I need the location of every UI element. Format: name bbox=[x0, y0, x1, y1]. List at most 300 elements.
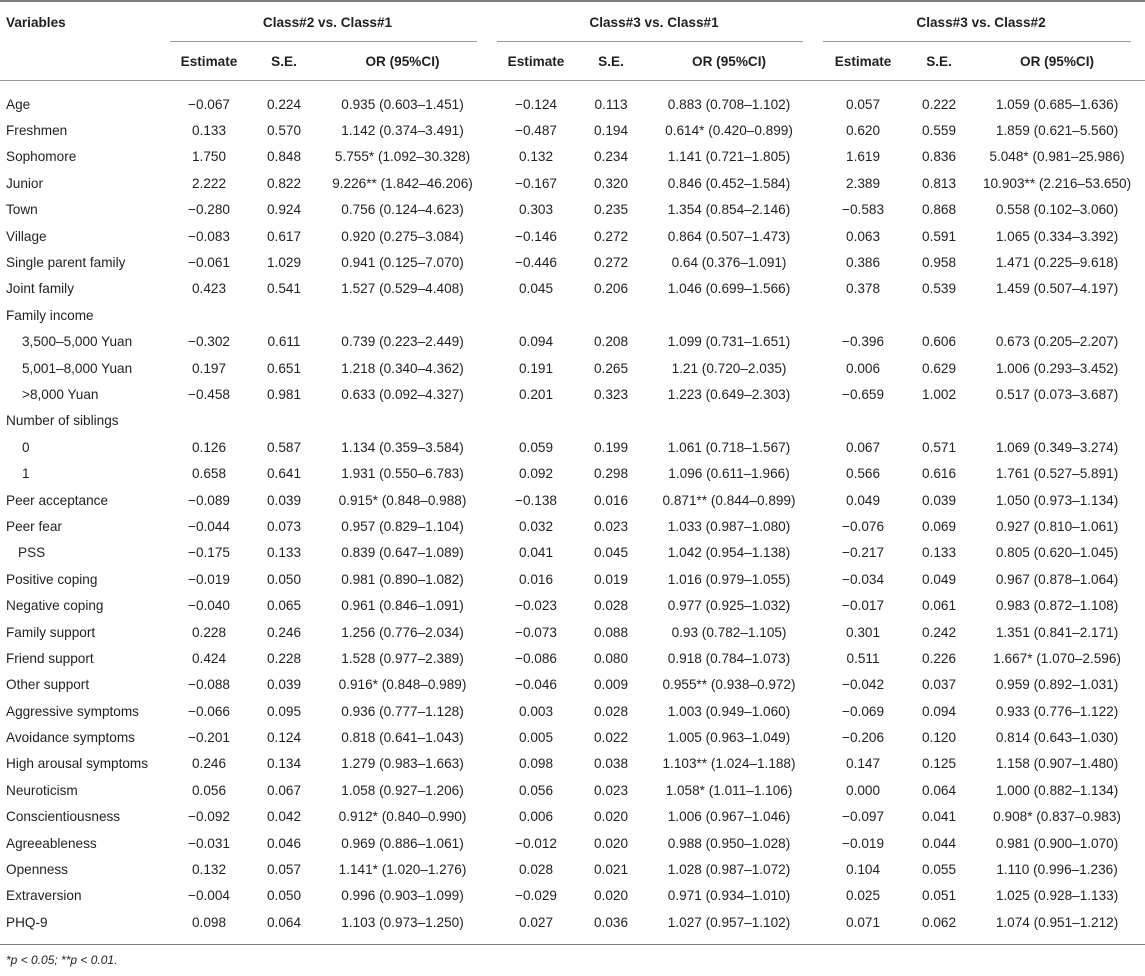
cell-or-ci: 0.846 (0.452–1.584) bbox=[667, 175, 791, 191]
header-group-2v1 bbox=[164, 1, 491, 42]
header-se: S.E. bbox=[581, 42, 641, 81]
cell-estimate: −0.097 bbox=[842, 809, 885, 825]
cell-se: 0.868 bbox=[922, 202, 957, 218]
cell-estimate: −0.029 bbox=[515, 888, 557, 904]
cell-or-ci bbox=[641, 302, 817, 328]
table-row bbox=[0, 408, 1145, 434]
cell-estimate: −0.042 bbox=[842, 677, 885, 693]
table-footnote: *p < 0.05; **p < 0.01. bbox=[6, 953, 118, 967]
cell-or-ci: 0.969 (0.886–1.061) bbox=[341, 835, 464, 851]
cell-estimate: 0.003 bbox=[519, 703, 554, 719]
table-row bbox=[0, 777, 1145, 803]
cell-or-ci: 0.996 (0.903–1.099) bbox=[341, 888, 464, 904]
header-or-ci: OR (95%CI) bbox=[314, 42, 491, 81]
cell-or-ci: 0.933 (0.776–1.122) bbox=[995, 703, 1119, 719]
cell-or-ci: 0.633 (0.092–4.327) bbox=[341, 386, 464, 402]
cell-or-ci: 0.935 (0.603–1.451) bbox=[341, 96, 464, 112]
cell-estimate: 1.619 bbox=[846, 149, 881, 165]
cell-se: 0.028 bbox=[594, 598, 629, 614]
table-row bbox=[0, 276, 1145, 302]
cell-estimate: 0.228 bbox=[191, 624, 227, 640]
cell-or-ci: 0.967 (0.878–1.064) bbox=[995, 571, 1119, 587]
cell-se: 0.064 bbox=[266, 914, 302, 930]
cell-se: 0.124 bbox=[266, 730, 302, 746]
cell-se: 0.570 bbox=[266, 123, 302, 139]
variable-name: Other support bbox=[6, 677, 90, 693]
cell-estimate: 0.005 bbox=[519, 730, 554, 746]
cell-estimate: −0.302 bbox=[188, 334, 230, 350]
cell-estimate: −0.031 bbox=[188, 835, 230, 851]
cell-se: 0.246 bbox=[266, 624, 302, 640]
cell-se: 0.020 bbox=[594, 835, 629, 851]
cell-se: 0.046 bbox=[266, 835, 302, 851]
cell-estimate: 0.147 bbox=[846, 756, 881, 772]
cell-or-ci: 1.061 (0.718–1.567) bbox=[667, 439, 791, 455]
cell-estimate: −0.023 bbox=[515, 598, 557, 614]
cell-or-ci: 1.110 (0.996–1.236) bbox=[996, 862, 1118, 878]
cell-or-ci: 1.354 (0.854–2.146) bbox=[667, 202, 791, 218]
cell-or-ci: 1.527 (0.529–4.408) bbox=[341, 281, 464, 297]
cell-se: 0.125 bbox=[922, 756, 957, 772]
cell-or-ci: 1.065 (0.334–3.392) bbox=[995, 228, 1119, 244]
cell-se: 0.822 bbox=[266, 175, 302, 191]
cell-se bbox=[909, 408, 969, 434]
cell-se: 0.023 bbox=[594, 782, 629, 798]
cell-estimate: 0.045 bbox=[519, 281, 554, 297]
cell-se bbox=[909, 302, 969, 328]
cell-or-ci: 1.028 (0.987–1.072) bbox=[667, 862, 791, 878]
header-estimate: Estimate bbox=[817, 42, 909, 81]
cell-estimate: 0.620 bbox=[846, 123, 881, 139]
cell-estimate: −0.280 bbox=[188, 202, 230, 218]
table-row bbox=[0, 249, 1145, 275]
cell-or-ci: 1.142 (0.374–3.491) bbox=[341, 123, 464, 139]
cell-se: 0.088 bbox=[594, 624, 629, 640]
cell-se bbox=[581, 302, 641, 328]
table-row bbox=[0, 223, 1145, 249]
spacer-cell bbox=[0, 81, 1145, 92]
table-row bbox=[0, 329, 1145, 355]
cell-estimate: −0.138 bbox=[515, 492, 557, 508]
table-row bbox=[0, 513, 1145, 539]
cell-estimate: 0.063 bbox=[846, 228, 881, 244]
cell-se: 0.611 bbox=[267, 334, 301, 350]
cell-se: 0.813 bbox=[922, 175, 957, 191]
cell-or-ci: 0.918 (0.784–1.073) bbox=[667, 650, 791, 666]
variable-name: Family income bbox=[6, 307, 94, 323]
cell-se: 0.038 bbox=[594, 756, 629, 772]
cell-estimate: −0.217 bbox=[842, 545, 885, 561]
table-row bbox=[0, 804, 1145, 830]
table-row bbox=[0, 566, 1145, 592]
cell-or-ci: 0.957 (0.829–1.104) bbox=[341, 518, 464, 534]
cell-or-ci bbox=[969, 302, 1145, 328]
cell-se: 0.651 bbox=[266, 360, 302, 376]
variable-name: Conscientiousness bbox=[6, 809, 121, 825]
cell-se: 0.044 bbox=[922, 835, 957, 851]
cell-se: 0.020 bbox=[594, 809, 629, 825]
variable-name: Extraversion bbox=[6, 888, 82, 904]
cell-se: 0.194 bbox=[594, 123, 629, 139]
cell-or-ci: 5.048* (0.981–25.986) bbox=[989, 149, 1125, 165]
cell-or-ci: 0.883 (0.708–1.102) bbox=[667, 96, 791, 112]
cell-estimate: 0.386 bbox=[846, 255, 881, 271]
cell-se: 0.272 bbox=[594, 228, 629, 244]
cell-se: 0.061 bbox=[922, 598, 957, 614]
cell-se: 0.848 bbox=[266, 149, 302, 165]
table-row bbox=[0, 302, 1145, 328]
cell-or-ci: 1.859 (0.621–5.560) bbox=[995, 123, 1119, 139]
header-estimate: Estimate bbox=[491, 42, 581, 81]
cell-estimate: −0.061 bbox=[188, 255, 230, 271]
variable-name: Village bbox=[6, 228, 47, 244]
variable-name: Openness bbox=[6, 862, 68, 878]
cell-se: 1.002 bbox=[922, 386, 957, 402]
table-row bbox=[0, 487, 1145, 513]
header-group-label: Class#2 vs. Class#1 bbox=[262, 14, 393, 30]
cell-estimate: 0.049 bbox=[846, 492, 881, 508]
spacer-row bbox=[0, 936, 1145, 945]
cell-or-ci: 0.971 (0.934–1.010) bbox=[667, 888, 791, 904]
cell-estimate: 0.511 bbox=[846, 650, 880, 666]
cell-se: 0.617 bbox=[266, 228, 302, 244]
cell-estimate: −0.066 bbox=[188, 703, 230, 719]
table-row bbox=[0, 117, 1145, 143]
cell-estimate: −0.004 bbox=[188, 888, 230, 904]
cell-estimate: 0.133 bbox=[191, 123, 227, 139]
cell-estimate: 2.389 bbox=[846, 175, 881, 191]
header-or-ci: OR (95%CI) bbox=[641, 42, 817, 81]
variable-name: Freshmen bbox=[6, 123, 68, 139]
cell-or-ci: 1.223 (0.649–2.303) bbox=[667, 386, 791, 402]
table-row bbox=[0, 909, 1145, 935]
cell-or-ci bbox=[314, 302, 491, 328]
cell-or-ci: 0.927 (0.810–1.061) bbox=[995, 518, 1119, 534]
cell-se: 0.235 bbox=[594, 202, 629, 218]
table-row bbox=[0, 672, 1145, 698]
table-row bbox=[0, 540, 1145, 566]
table-row bbox=[0, 724, 1145, 750]
cell-estimate: 0.126 bbox=[191, 439, 227, 455]
cell-se: 0.028 bbox=[594, 703, 629, 719]
cell-estimate: 0.566 bbox=[846, 466, 881, 482]
cell-se: 0.019 bbox=[594, 571, 629, 587]
table-row bbox=[0, 592, 1145, 618]
cell-estimate: 0.092 bbox=[519, 466, 554, 482]
table-row bbox=[0, 91, 1145, 117]
cell-or-ci: 0.981 (0.890–1.082) bbox=[341, 571, 464, 587]
header-row-subcolumns bbox=[0, 42, 1145, 81]
cell-se: 0.629 bbox=[922, 360, 957, 376]
cell-or-ci: 1.096 (0.611–1.966) bbox=[668, 466, 790, 482]
cell-or-ci: 5.755* (1.092–30.328) bbox=[334, 149, 471, 165]
cell-se: 0.559 bbox=[922, 123, 957, 139]
header-variables: Variables bbox=[0, 1, 164, 42]
cell-or-ci: 1.141* (1.020–1.276) bbox=[338, 862, 467, 878]
variable-name: Friend support bbox=[6, 650, 94, 666]
cell-or-ci: 0.955** (0.938–0.972) bbox=[662, 677, 796, 693]
cell-se: 0.591 bbox=[922, 228, 957, 244]
cell-se: 0.320 bbox=[594, 175, 629, 191]
cell-estimate: 0.098 bbox=[519, 756, 554, 772]
cell-estimate: −0.089 bbox=[188, 492, 230, 508]
variable-name: Agreeableness bbox=[6, 835, 97, 851]
cell-se: 0.064 bbox=[922, 782, 957, 798]
cell-or-ci: 1.471 (0.225–9.618) bbox=[995, 255, 1119, 271]
cell-estimate bbox=[817, 302, 909, 328]
cell-se: 0.641 bbox=[266, 466, 302, 482]
cell-estimate: 0.056 bbox=[519, 782, 554, 798]
cell-estimate: −0.083 bbox=[188, 228, 230, 244]
cell-or-ci: 0.673 (0.205–2.207) bbox=[995, 334, 1119, 350]
cell-se: 0.095 bbox=[266, 703, 302, 719]
cell-se: 0.039 bbox=[922, 492, 957, 508]
cell-estimate: −0.086 bbox=[515, 650, 557, 666]
cell-se: 0.050 bbox=[266, 571, 302, 587]
cell-or-ci: 1.761 (0.527–5.891) bbox=[995, 466, 1119, 482]
cell-or-ci: 10.903** (2.216–53.650) bbox=[982, 175, 1132, 191]
cell-estimate: 0.104 bbox=[846, 862, 881, 878]
cell-se: 0.208 bbox=[594, 334, 629, 350]
cell-estimate bbox=[491, 408, 581, 434]
cell-se: 0.222 bbox=[922, 96, 957, 112]
variable-name: 5,001–8,000 Yuan bbox=[22, 360, 133, 376]
cell-se: 0.134 bbox=[266, 756, 302, 772]
cell-estimate: 1.750 bbox=[191, 149, 227, 165]
cell-estimate bbox=[164, 302, 254, 328]
cell-se: 0.055 bbox=[922, 862, 957, 878]
cell-estimate bbox=[491, 302, 581, 328]
cell-or-ci: 0.977 (0.925–1.032) bbox=[667, 598, 791, 614]
cell-se: 0.242 bbox=[922, 624, 957, 640]
cell-estimate: −0.396 bbox=[842, 334, 885, 350]
cell-se: 0.228 bbox=[266, 650, 302, 666]
table-row bbox=[0, 197, 1145, 223]
header-group-label: Class#3 vs. Class#1 bbox=[589, 14, 719, 30]
cell-or-ci: 0.864 (0.507–1.473) bbox=[667, 228, 791, 244]
cell-se: 0.133 bbox=[266, 545, 302, 561]
cell-estimate: −0.019 bbox=[842, 835, 885, 851]
cell-or-ci: 0.871** (0.844–0.899) bbox=[662, 492, 796, 508]
cell-estimate: −0.034 bbox=[842, 571, 885, 587]
cell-se: 0.057 bbox=[266, 862, 302, 878]
cell-or-ci bbox=[969, 408, 1145, 434]
variable-name: PSS bbox=[18, 545, 46, 561]
cell-estimate: 0.006 bbox=[519, 809, 554, 825]
table-row bbox=[0, 170, 1145, 196]
cell-estimate: −0.458 bbox=[188, 386, 230, 402]
cell-estimate: 0.059 bbox=[519, 439, 554, 455]
cell-estimate: 0.071 bbox=[846, 914, 881, 930]
cell-estimate: −0.146 bbox=[515, 228, 557, 244]
cell-or-ci: 9.226** (1.842–46.206) bbox=[332, 175, 473, 191]
cell-estimate: −0.069 bbox=[842, 703, 885, 719]
cell-estimate: 0.041 bbox=[519, 545, 554, 561]
cell-se: 0.022 bbox=[594, 730, 629, 746]
header-group-3v2 bbox=[817, 1, 1145, 42]
cell-or-ci: 0.916* (0.848–0.989) bbox=[338, 677, 467, 693]
cell-or-ci: 0.920 (0.275–3.084) bbox=[341, 228, 464, 244]
cell-estimate: 0.098 bbox=[191, 914, 227, 930]
cell-se bbox=[254, 302, 314, 328]
cell-or-ci: 1.003 (0.949–1.060) bbox=[667, 703, 791, 719]
variable-name: Junior bbox=[6, 175, 44, 191]
variable-name: Sophomore bbox=[6, 149, 77, 165]
cell-se bbox=[254, 408, 314, 434]
table-row bbox=[0, 355, 1145, 381]
cell-estimate bbox=[164, 408, 254, 434]
cell-or-ci bbox=[641, 408, 817, 434]
cell-se: 0.094 bbox=[922, 703, 957, 719]
table-row bbox=[0, 856, 1145, 882]
cell-se: 0.836 bbox=[922, 149, 957, 165]
cell-estimate: 0.201 bbox=[519, 386, 554, 402]
cell-estimate: 0.423 bbox=[191, 281, 227, 297]
cell-se: 0.039 bbox=[266, 492, 302, 508]
cell-se: 0.067 bbox=[266, 782, 302, 798]
header-or-ci: OR (95%CI) bbox=[969, 42, 1145, 81]
cell-estimate: −0.017 bbox=[842, 598, 885, 614]
cell-or-ci: 0.64 (0.376–1.091) bbox=[671, 255, 787, 271]
cell-se: 0.009 bbox=[594, 677, 629, 693]
variable-name: Joint family bbox=[6, 281, 74, 297]
variable-name: Aggressive symptoms bbox=[6, 703, 139, 719]
cell-se bbox=[581, 408, 641, 434]
cell-or-ci: 1.218 (0.340–4.362) bbox=[341, 360, 464, 376]
cell-or-ci: 0.739 (0.223–2.449) bbox=[341, 334, 464, 350]
cell-se: 0.616 bbox=[922, 466, 957, 482]
cell-se: 0.039 bbox=[266, 677, 302, 693]
cell-estimate: 0.056 bbox=[191, 782, 227, 798]
cell-estimate: 0.028 bbox=[519, 862, 554, 878]
cell-or-ci: 0.818 (0.641–1.043) bbox=[341, 730, 464, 746]
cell-or-ci: 1.000 (0.882–1.134) bbox=[995, 782, 1119, 798]
variable-name: Positive coping bbox=[6, 571, 98, 587]
cell-or-ci: 1.059 (0.685–1.636) bbox=[995, 96, 1119, 112]
variable-name: Number of siblings bbox=[6, 413, 119, 429]
cell-se: 0.226 bbox=[922, 650, 957, 666]
cell-se: 0.224 bbox=[266, 96, 302, 112]
variable-name: Town bbox=[6, 202, 38, 218]
cell-estimate: −0.124 bbox=[515, 96, 557, 112]
cell-estimate: −0.201 bbox=[188, 730, 230, 746]
cell-or-ci: 1.21 (0.720–2.035) bbox=[671, 360, 787, 376]
cell-se: 0.206 bbox=[594, 281, 629, 297]
cell-se: 0.021 bbox=[594, 862, 629, 878]
cell-or-ci: 0.959 (0.892–1.031) bbox=[995, 677, 1119, 693]
table-body bbox=[0, 81, 1145, 945]
cell-or-ci: 0.988 (0.950–1.028) bbox=[667, 835, 791, 851]
cell-or-ci: 0.756 (0.124–4.623) bbox=[341, 202, 464, 218]
cell-or-ci: 0.805 (0.620–1.045) bbox=[995, 545, 1119, 561]
cell-se: 0.036 bbox=[594, 914, 629, 930]
cell-or-ci: 1.528 (0.977–2.389) bbox=[341, 650, 464, 666]
cell-or-ci: 1.027 (0.957–1.102) bbox=[667, 914, 791, 930]
cell-or-ci: 0.93 (0.782–1.105) bbox=[671, 624, 787, 640]
cell-estimate: −0.092 bbox=[188, 809, 230, 825]
cell-or-ci: 1.459 (0.507–4.197) bbox=[995, 281, 1119, 297]
variable-name: Peer acceptance bbox=[6, 492, 109, 508]
table-row bbox=[0, 830, 1145, 856]
variable-name: >8,000 Yuan bbox=[22, 386, 99, 402]
cell-se: 0.049 bbox=[922, 571, 957, 587]
variable-name: Neuroticism bbox=[6, 782, 78, 798]
cell-estimate: 0.067 bbox=[846, 439, 881, 455]
header-se: S.E. bbox=[254, 42, 314, 81]
cell-or-ci: 1.351 (0.841–2.171) bbox=[995, 624, 1119, 640]
cell-or-ci: 0.941 (0.125–7.070) bbox=[341, 255, 464, 271]
cell-se: 0.199 bbox=[594, 439, 629, 455]
cell-or-ci: 1.025 (0.928–1.133) bbox=[995, 888, 1119, 904]
cell-se: 0.051 bbox=[922, 888, 957, 904]
cell-or-ci: 0.517 (0.073–3.687) bbox=[995, 386, 1119, 402]
cell-se: 0.016 bbox=[594, 492, 629, 508]
variable-name: PHQ-9 bbox=[6, 914, 48, 930]
cell-or-ci: 1.016 (0.979–1.055) bbox=[667, 571, 791, 587]
cell-estimate: −0.446 bbox=[515, 255, 557, 271]
cell-se: 0.924 bbox=[266, 202, 302, 218]
cell-estimate: 0.006 bbox=[846, 360, 881, 376]
cell-estimate: −0.067 bbox=[188, 96, 230, 112]
cell-or-ci: 1.667* (1.070–2.596) bbox=[993, 650, 1121, 666]
cell-estimate: −0.088 bbox=[188, 677, 230, 693]
cell-or-ci: 1.033 (0.987–1.080) bbox=[667, 518, 791, 534]
cell-or-ci: 1.141 (0.721–1.805) bbox=[667, 149, 791, 165]
variable-name: 1 bbox=[22, 466, 30, 482]
cell-se: 0.298 bbox=[594, 466, 629, 482]
cell-estimate: 0.094 bbox=[519, 334, 554, 350]
cell-se: 0.539 bbox=[922, 281, 957, 297]
cell-se: 0.981 bbox=[266, 386, 302, 402]
header-group-label: Class#3 vs. Class#2 bbox=[916, 14, 1046, 30]
cell-se: 0.272 bbox=[594, 255, 629, 271]
cell-or-ci: 0.981 (0.900–1.070) bbox=[995, 835, 1119, 851]
cell-estimate: 0.378 bbox=[846, 281, 881, 297]
cell-or-ci: 1.256 (0.776–2.034) bbox=[341, 624, 464, 640]
cell-estimate: −0.583 bbox=[842, 202, 885, 218]
variable-name: Negative coping bbox=[6, 598, 104, 614]
cell-or-ci: 1.069 (0.349–3.274) bbox=[995, 439, 1119, 455]
cell-or-ci: 1.074 (0.951–1.212) bbox=[995, 914, 1119, 930]
cell-estimate bbox=[817, 408, 909, 434]
cell-se: 0.606 bbox=[922, 334, 957, 350]
cell-estimate: 0.303 bbox=[519, 202, 554, 218]
cell-estimate: −0.076 bbox=[842, 518, 885, 534]
cell-se: 0.113 bbox=[594, 96, 628, 112]
cell-estimate: 0.246 bbox=[191, 756, 227, 772]
cell-estimate: 0.027 bbox=[519, 914, 554, 930]
cell-estimate: −0.073 bbox=[515, 624, 557, 640]
cell-or-ci: 0.614* (0.420–0.899) bbox=[665, 123, 793, 139]
cell-estimate: 0.301 bbox=[846, 624, 881, 640]
cell-estimate: 0.424 bbox=[191, 650, 227, 666]
cell-se: 0.958 bbox=[922, 255, 957, 271]
variable-name: High arousal symptoms bbox=[6, 756, 149, 772]
cell-se: 0.587 bbox=[266, 439, 302, 455]
variable-name: 3,500–5,000 Yuan bbox=[22, 334, 133, 350]
cell-estimate: 0.025 bbox=[846, 888, 881, 904]
header-group-3v1 bbox=[491, 1, 817, 42]
cell-or-ci: 1.931 (0.550–6.783) bbox=[341, 466, 464, 482]
cell-se: 0.133 bbox=[922, 545, 957, 561]
header-se: S.E. bbox=[909, 42, 969, 81]
table-row bbox=[0, 434, 1145, 460]
cell-estimate: −0.019 bbox=[188, 571, 230, 587]
cell-or-ci: 0.908* (0.837–0.983) bbox=[993, 809, 1121, 825]
cell-or-ci: 1.058* (1.011–1.106) bbox=[665, 782, 793, 798]
cell-estimate: 0.057 bbox=[846, 96, 881, 112]
cell-estimate: 0.191 bbox=[519, 360, 554, 376]
